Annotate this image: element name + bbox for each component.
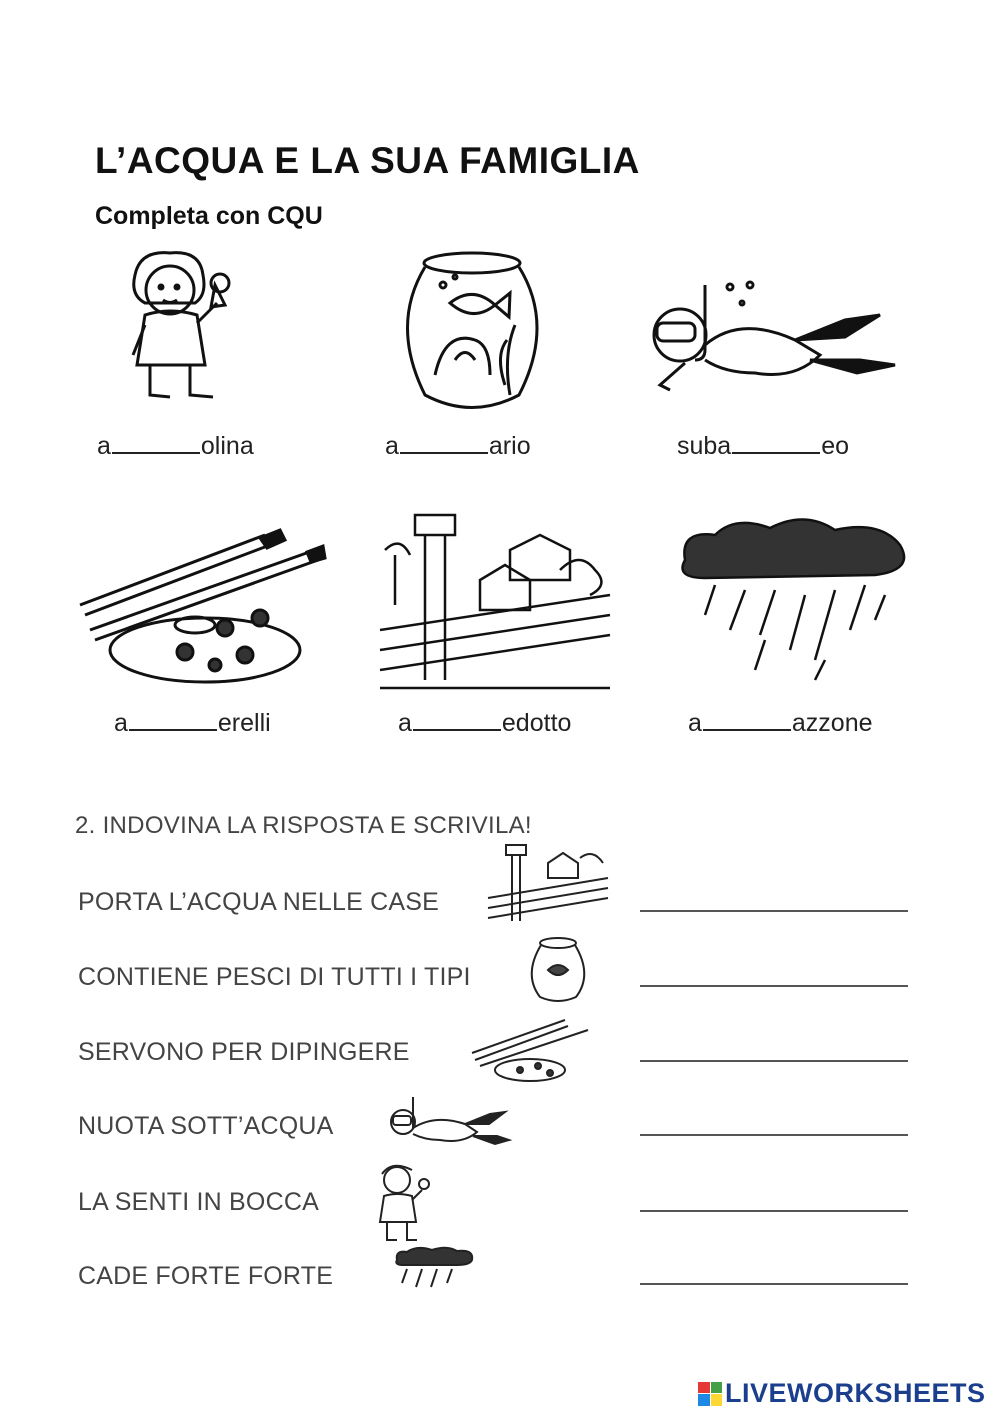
fill-word-1 [97, 432, 254, 461]
answer-line-2[interactable] [640, 985, 908, 987]
fill-word-6 [688, 709, 873, 738]
paint-palette-icon [470, 1018, 590, 1083]
riddle-2: CONTIENE PESCI DI TUTTI I TIPI [78, 963, 471, 991]
word-suffix: azzone [791, 709, 873, 737]
riddle-4: NUOTA SOTT’ACQUA [78, 1112, 334, 1140]
fishbowl-icon [528, 935, 588, 1005]
scuba-diver-icon [385, 1092, 510, 1152]
child-with-ice-cream-icon [115, 245, 245, 415]
fill-blank[interactable] [732, 432, 820, 454]
storm-cloud-icon [392, 1245, 477, 1290]
word-suffix: olina [200, 432, 254, 460]
riddle-6: CADE FORTE FORTE [78, 1262, 334, 1290]
brand-name: LIVEWORKSHEETS [725, 1378, 986, 1408]
answer-line-4[interactable] [640, 1134, 908, 1136]
fill-blank[interactable] [112, 432, 200, 454]
word-prefix: a [114, 709, 128, 737]
fill-word-2 [385, 432, 531, 461]
paint-palette-icon [75, 530, 325, 690]
fill-blank[interactable] [129, 709, 217, 731]
answer-line-3[interactable] [640, 1060, 908, 1062]
riddle-1: PORTA L’ACQUA NELLE CASE [78, 888, 439, 916]
word-suffix: ario [488, 432, 531, 460]
word-prefix: a [398, 709, 412, 737]
storm-cloud-icon [675, 510, 915, 690]
liveworksheets-logo [698, 1378, 986, 1409]
answer-line-5[interactable] [640, 1210, 908, 1212]
child-with-ice-cream-icon [372, 1160, 432, 1245]
instructions: Completa con CQU [95, 202, 323, 230]
fill-blank[interactable] [413, 709, 501, 731]
fishbowl-icon [395, 245, 550, 415]
aqueduct-icon [488, 843, 608, 923]
aqueduct-icon [380, 510, 610, 690]
logo-mark-icon [698, 1382, 722, 1406]
fill-blank[interactable] [400, 432, 488, 454]
fill-word-4 [114, 709, 271, 738]
word-suffix: edotto [501, 709, 572, 737]
fill-word-5 [398, 709, 571, 738]
answer-line-6[interactable] [640, 1283, 908, 1285]
riddle-3: SERVONO PER DIPINGERE [78, 1038, 410, 1066]
word-prefix: a [688, 709, 702, 737]
scuba-diver-icon [645, 275, 900, 405]
word-prefix: a [97, 432, 111, 460]
riddle-5: LA SENTI IN BOCCA [78, 1188, 319, 1216]
fill-word-3 [677, 432, 849, 461]
word-prefix: a [385, 432, 399, 460]
word-suffix: erelli [217, 709, 271, 737]
page-title: L’ACQUA E LA SUA FAMIGLIA [95, 140, 640, 181]
fill-blank[interactable] [703, 709, 791, 731]
word-prefix: suba [677, 432, 732, 460]
exercise2-heading: 2. INDOVINA LA RISPOSTA E SCRIVILA! [75, 812, 532, 839]
word-suffix: eo [821, 432, 850, 460]
answer-line-1[interactable] [640, 910, 908, 912]
